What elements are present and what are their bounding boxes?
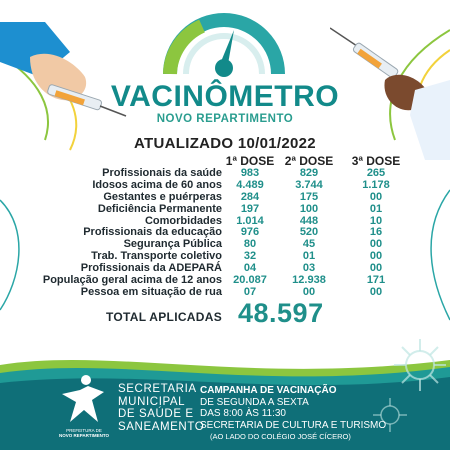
logo-caption [44, 428, 124, 438]
dose3-value: 00 [369, 250, 383, 263]
dose3-value: 1.178 [362, 178, 390, 191]
dose1-value: 80 [243, 238, 257, 251]
secretaria-name [118, 383, 204, 433]
dose2-value: 175 [299, 190, 319, 203]
table-row [0, 216, 450, 228]
dose2-value: 00 [302, 285, 316, 298]
row-label: Profissionais da saúde [102, 167, 222, 179]
row-label: Profissionais da ADEPARÁ [80, 262, 222, 275]
campaign-title: CAMPANHA DE VACINAÇÃO [200, 385, 337, 396]
dose2-value: 45 [302, 238, 316, 251]
dose1-value: 1.014 [236, 214, 264, 227]
dose2-value: 01 [302, 250, 316, 263]
dose2-value: 100 [299, 202, 319, 215]
table-row [0, 204, 450, 216]
campaign-note: (AO LADO DO COLÉGIO JOSÉ CÍCERO) [210, 432, 351, 441]
dose2-value: 448 [299, 214, 319, 227]
table-row [0, 180, 450, 192]
page-title: VACINÔMETRO [110, 80, 340, 113]
dose1-header: 1ª DOSE [225, 154, 275, 168]
dose3-value: 265 [366, 167, 386, 179]
dose3-value: 16 [369, 226, 383, 239]
table-row [0, 192, 450, 204]
dose1-value: 04 [243, 262, 257, 275]
row-label: Deficiência Permanente [97, 202, 222, 215]
dose1-value: 976 [240, 226, 260, 239]
dose2-value: 3.744 [295, 178, 323, 191]
table-row [0, 227, 450, 239]
campaign-hours: DAS 8:00 ÀS 11:30 [200, 408, 286, 419]
dose1-value: 32 [243, 250, 257, 263]
dose3-value: 00 [369, 190, 383, 203]
dose2-value: 12.938 [292, 274, 326, 287]
campaign-days: DE SEGUNDA A SEXTA [200, 396, 309, 408]
logo-caption-line2: NOVO REPARTIMENTO [58, 433, 110, 438]
total-label: TOTAL APLICADAS [105, 310, 222, 324]
table-row [0, 239, 450, 251]
secretaria-line: MUNICIPAL [118, 395, 186, 408]
dose1-value: 20.087 [233, 274, 267, 287]
total-value: 48.597 [238, 298, 324, 328]
row-label: Comorbidades [144, 214, 222, 227]
row-label: Pessoa em situação de rua [80, 285, 222, 298]
secretaria-line: DE SAÚDE E [118, 408, 194, 420]
vaccination-table [0, 168, 450, 299]
dose3-value: 01 [369, 202, 383, 215]
page-subtitle: NOVO REPARTIMENTO [156, 113, 294, 125]
row-label: Idosos acima de 60 anos [92, 178, 222, 191]
logo-caption-line1: PREFEITURA DE [66, 428, 102, 433]
secretaria-line: SANEAMENTO [118, 420, 205, 433]
dose3-value: 00 [369, 262, 383, 275]
dose3-value: 10 [369, 214, 383, 227]
virus-icon [390, 335, 450, 395]
campaign-place: SECRETARIA DE CULTURA E TURISMO [200, 419, 387, 431]
dose2-value: 520 [299, 226, 319, 239]
table-row [0, 275, 450, 287]
row-label: Segurança Pública [123, 238, 222, 251]
star-person-logo-icon [56, 372, 112, 430]
dose3-value: 171 [366, 274, 386, 287]
campaign-info [200, 385, 386, 443]
updated-date: ATUALIZADO 10/01/2022 [134, 135, 316, 152]
table-row [0, 287, 450, 299]
dose3-value: 00 [369, 285, 383, 298]
dose2-value: 829 [299, 167, 319, 179]
row-label: Profissionais da educação [83, 226, 222, 239]
row-label: Gestantes e puérperas [103, 190, 222, 203]
gauge-icon [162, 8, 286, 78]
table-row [0, 251, 450, 263]
dose1-value: 284 [240, 190, 260, 203]
row-label: Trab. Transporte coletivo [91, 250, 222, 263]
row-label: População geral acima de 12 anos [42, 274, 222, 287]
dose3-value: 00 [369, 238, 383, 251]
dose2-value: 03 [302, 262, 316, 275]
dose1-value: 983 [240, 167, 260, 179]
dose2-header: 2ª DOSE [284, 154, 334, 168]
dose1-value: 07 [243, 285, 257, 298]
secretaria-line: SECRETARIA [118, 383, 197, 395]
dose3-header: 3ª DOSE [351, 154, 401, 168]
dose1-value: 4.489 [236, 178, 264, 191]
dose1-value: 197 [240, 202, 260, 215]
